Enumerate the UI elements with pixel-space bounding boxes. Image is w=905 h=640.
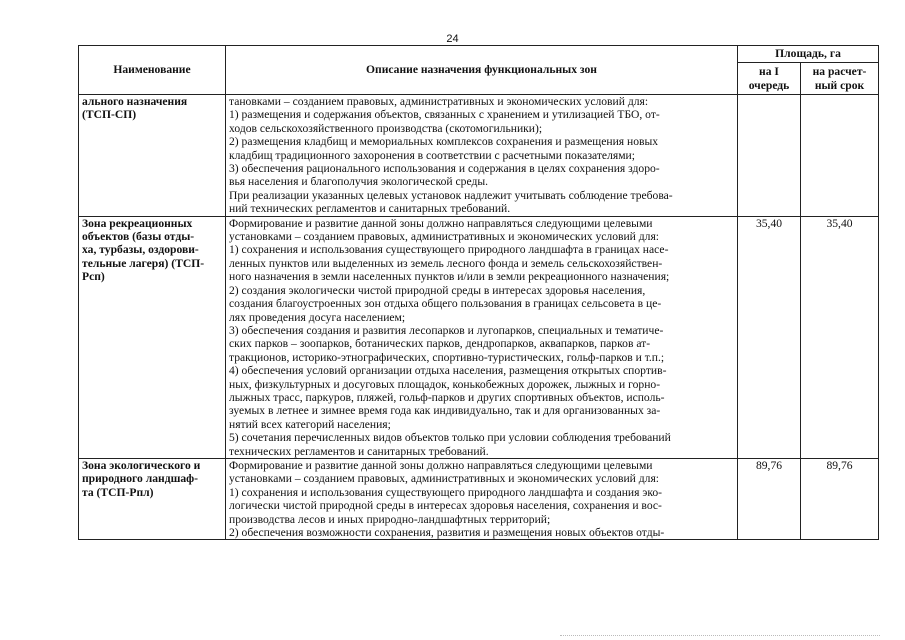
description-line: 1) сохранения и использования существующего природного ландшафта и создания эко- xyxy=(229,485,663,499)
zone-name-line: Рсп) xyxy=(82,270,105,284)
area-calc-period-value xyxy=(801,95,879,217)
description-line: 4) обеспечения условий организации отдыха населения, размещения открытых спортив- xyxy=(229,364,667,378)
zone-name-line: ха, турбазы, оздорови- xyxy=(82,243,199,257)
description-line: 2) размещения кладбищ и мемориальных комплексов сохранения и размещения новых xyxy=(229,135,659,149)
description-line: установками – созданием правовых, административных и экономических условий для: xyxy=(229,472,660,486)
scan-artifact-line xyxy=(560,634,880,636)
description-line: создания благоустроенных зон отдыха общего пользования в границах сельсовета в це- xyxy=(229,297,662,311)
zone-name-cell xyxy=(79,95,226,217)
description-line: 3) обеспечения создания и развития лесопарков и лугопарков, специальных и тематиче- xyxy=(229,323,664,337)
description-line: 5) сочетания перечисленных видов объектов только при условии соблюдения требований xyxy=(229,431,671,445)
description-line: ленных пунктов или выделенных из земель лесного фонда и земель сельскохозяйствен- xyxy=(229,256,663,270)
table-row xyxy=(79,458,879,539)
zone-name-cell xyxy=(79,458,226,539)
zone-description-cell xyxy=(226,95,738,217)
page-number: 24 xyxy=(446,33,459,45)
description-line: технических регламентов и санитарных требований. xyxy=(229,444,489,458)
description-line: 1) размещения и содержания объектов, связанных с хранением и утилизацией ТБО, от- xyxy=(229,108,660,122)
area-calc-period-value: 35,40 xyxy=(801,216,879,458)
description-line: лыжных трасс, паркуров, пляжей, гольф-парков и других спортивных объектов, исполь- xyxy=(229,390,665,404)
description-line: лях проведения досуга населением; xyxy=(229,310,406,324)
zone-name-cell xyxy=(79,216,226,458)
description-line: вья населения и благополучия экологической среды. xyxy=(229,175,489,189)
header-area-calc-period xyxy=(801,63,879,95)
header-area: Площадь, га xyxy=(738,46,879,63)
description-line: Формирование и развитие данной зоны должно направляться следующими целевыми xyxy=(229,216,653,230)
zone-name-line: тельные лагеря) (ТСП- xyxy=(82,256,205,270)
zone-name-line: та (ТСП-Рпл) xyxy=(82,485,154,499)
description-line: нятий всех категорий населения; xyxy=(229,417,391,431)
description-line: установками – созданием правовых, административных и экономических условий для: xyxy=(229,230,660,244)
description-line: 3) обеспечения рационального использования и содержания в целях сохранения здоро- xyxy=(229,162,660,176)
header-area-first-line1: на I xyxy=(759,65,779,79)
description-line: производства лесов и иных природно-ландшафтных территорий; xyxy=(229,512,551,526)
area-calc-period-value: 89,76 xyxy=(801,458,879,539)
description-line: 1) сохранения и использования существующего природного ландшафта в границах насе- xyxy=(229,243,669,257)
zone-name-line: Зона экологического и xyxy=(82,458,201,472)
table-row xyxy=(79,216,879,458)
description-line: тановками – созданием правовых, административных и экономических условий для: xyxy=(229,95,649,108)
description-line: При реализации указанных целевых установок надлежит учитывать соблюдение требова- xyxy=(229,188,673,202)
zone-description-cell xyxy=(226,458,738,539)
zone-name-line: природного ландшаф- xyxy=(82,472,199,486)
description-line: ний технических регламентов и санитарных требований. xyxy=(229,202,511,216)
description-line: логически чистой природной среды в интересах здоровья населения, сохранения и вос- xyxy=(229,499,662,513)
header-area-first-stage xyxy=(738,63,801,95)
header-area-first-line2: очередь xyxy=(748,78,790,92)
description-line: кладбищ традиционного захоронения в соответствии с расчетными показателями; xyxy=(229,148,635,162)
area-first-stage-value: 89,76 xyxy=(738,458,801,539)
header-name: Наименование xyxy=(79,46,226,95)
description-line: ских парков – зоопарков, ботанических парков, дендропарков, аквапарков, парков ат- xyxy=(229,337,651,351)
area-first-stage-value: 35,40 xyxy=(738,216,801,458)
zone-name-line: объектов (базы отды- xyxy=(82,230,195,244)
zone-name-line: (ТСП-СП) xyxy=(82,108,137,122)
zone-name-line: ального назначения xyxy=(82,95,188,108)
zone-description-cell xyxy=(226,216,738,458)
description-line: 2) обеспечения возможности сохранения, развития и размещения новых объектов отды- xyxy=(229,526,665,539)
description-line: ходов сельскохозяйственного производства (скотомогильники); xyxy=(229,121,543,135)
header-area-calc-line1: на расчет- xyxy=(812,65,867,79)
zones-table xyxy=(78,45,879,540)
description-line: 2) создания экологически чистой природной среды в интересах здоровья населения, xyxy=(229,283,646,297)
header-description: Описание назначения функциональных зон xyxy=(226,46,738,95)
header-area-calc-line2: ный срок xyxy=(814,78,865,92)
description-line: зуемых в летнее и зимнее время года как индивидуально, так и для организованных за- xyxy=(229,404,661,418)
table-row xyxy=(79,95,879,217)
description-line: тракционов, историко-этнографических, спортивно-туристических, гольф-парков и т.п.; xyxy=(229,350,665,364)
area-first-stage-value xyxy=(738,95,801,217)
description-line: ных, физкультурных и досуговых площадок, конькобежных дорожек, лыжных и горно- xyxy=(229,377,661,391)
zone-name-line: Зона рекреационных xyxy=(82,216,193,230)
description-line: ного назначения в земли населенных пунктов и/или в земли рекреационного назначения; xyxy=(229,270,670,284)
description-line: Формирование и развитие данной зоны должно направляться следующими целевыми xyxy=(229,458,653,472)
